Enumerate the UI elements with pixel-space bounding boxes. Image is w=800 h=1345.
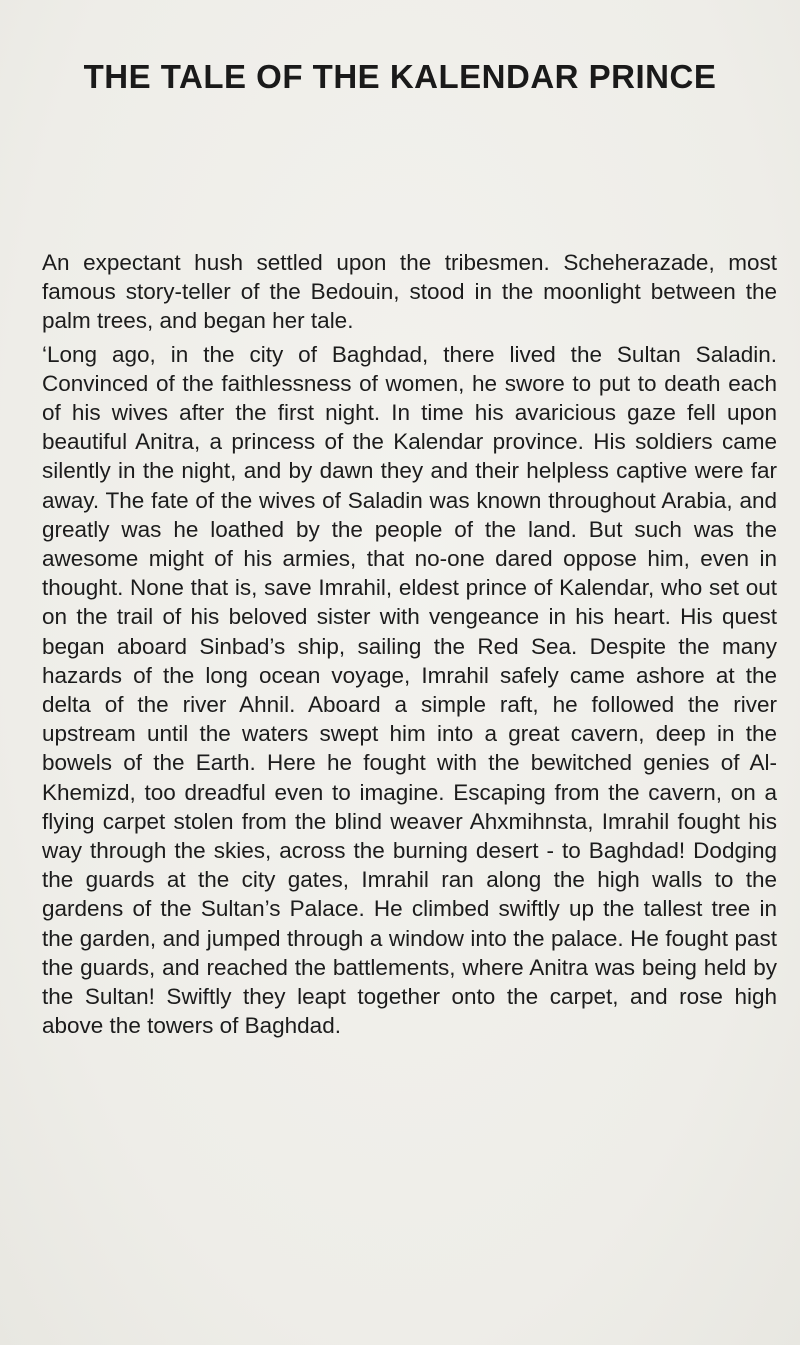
intro-paragraph: An expectant hush settled upon the tribesmen. Scheherazade, most famous story-teller of the Bedouin, stood in the moonlight between the palm trees, and began her tale.	[42, 250, 777, 334]
story-body	[42, 248, 777, 1044]
page-title: THE TALE OF THE KALENDAR PRINCE	[83, 58, 717, 95]
story-paragraph: ‘Long ago, in the city of Baghdad, there lived the Sultan Saladin. Convinced of the faithlessness of women, he swore to put to death each of his wives after the first night. In time his avaricious gaze fell upon beautiful Anitra, a princess of the Kalendar province. His soldiers came silently in the night, and by dawn they and their helpless captive were far away. The fate of the wives of Saladin was known throughout Arabia, and greatly was he loathed by the people of the land. But such was the awesome might of his armies, that no-one dared oppose him, even in thought. None that is, save Imrahil, eldest prince of Kalendar, who set out on the trail of his beloved sister with vengeance in his heart. His quest began aboard Sinbad’s ship, sailing the Red Sea. Despite the many hazards of the long ocean voyage, Imrahil safely came ashore at the delta of the river Ahnil. Aboard a simple raft, he followed the river upstream until the waters swept him into a great cavern, deep in the bowels of the Earth. Here he fought with the bewitched genies of Al-Khemizd, too dreadful even to imagine. Escaping from the cavern, on a flying carpet stolen from the blind weaver Ahxmihnsta, Imrahil fought his way through the skies, across the burning desert - to Baghdad! Dodging the guards at the city gates, Imrahil ran along the high walls to the gardens of the Sultan’s Palace. He climbed swiftly up the tallest tree in the garden, and jumped through a window into the palace. He fought past the guards, and reached the battlements, where Anitra was being held by the Sultan! Swiftly they leapt together onto the carpet, and rose high above the towers of Baghdad.	[42, 341, 777, 1039]
